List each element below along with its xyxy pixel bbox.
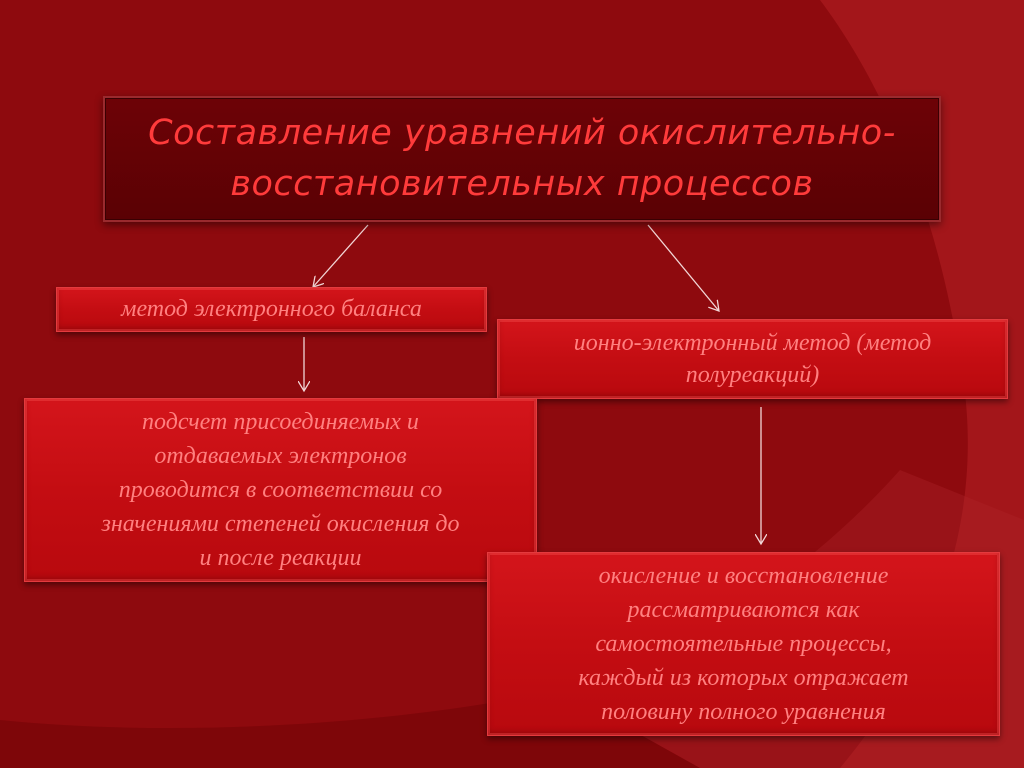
electron-balance-description-line: отдаваемых электронов: [154, 443, 407, 469]
electron-balance-method-box: [56, 287, 487, 332]
electron-balance-description-line: проводится в соответствии со: [118, 477, 443, 503]
half-reaction-description-line: рассматриваются как: [627, 597, 860, 623]
ion-electron-method-line2: полуреакций): [685, 362, 820, 388]
diagram-title-line2: восстановительных процессов: [230, 164, 814, 204]
half-reaction-description-line: самостоятельные процессы,: [595, 631, 892, 657]
electron-balance-description-line: и после реакции: [199, 545, 362, 571]
half-reaction-description-line: половину полного уравнения: [601, 699, 886, 725]
electron-balance-description-line: значениями степеней окисления до: [101, 511, 460, 537]
diagram-title-box: [103, 96, 941, 222]
half-reaction-description-box: [487, 552, 1000, 736]
electron-balance-description-line: подсчет присоединяемых и: [142, 409, 419, 435]
diagram-title: [148, 108, 896, 210]
ion-electron-method-line1: ионно-электронный метод (метод: [573, 330, 932, 356]
half-reaction-description-line: окисление и восстановление: [598, 563, 889, 589]
half-reaction-description-line: каждый из которых отражает: [578, 665, 909, 691]
ion-electron-method-box: [497, 319, 1008, 399]
diagram-title-line1: Составление уравнений окислительно-: [148, 113, 896, 153]
electron-balance-method-label: метод электронного баланса: [121, 296, 422, 322]
electron-balance-description-box: [24, 398, 537, 582]
